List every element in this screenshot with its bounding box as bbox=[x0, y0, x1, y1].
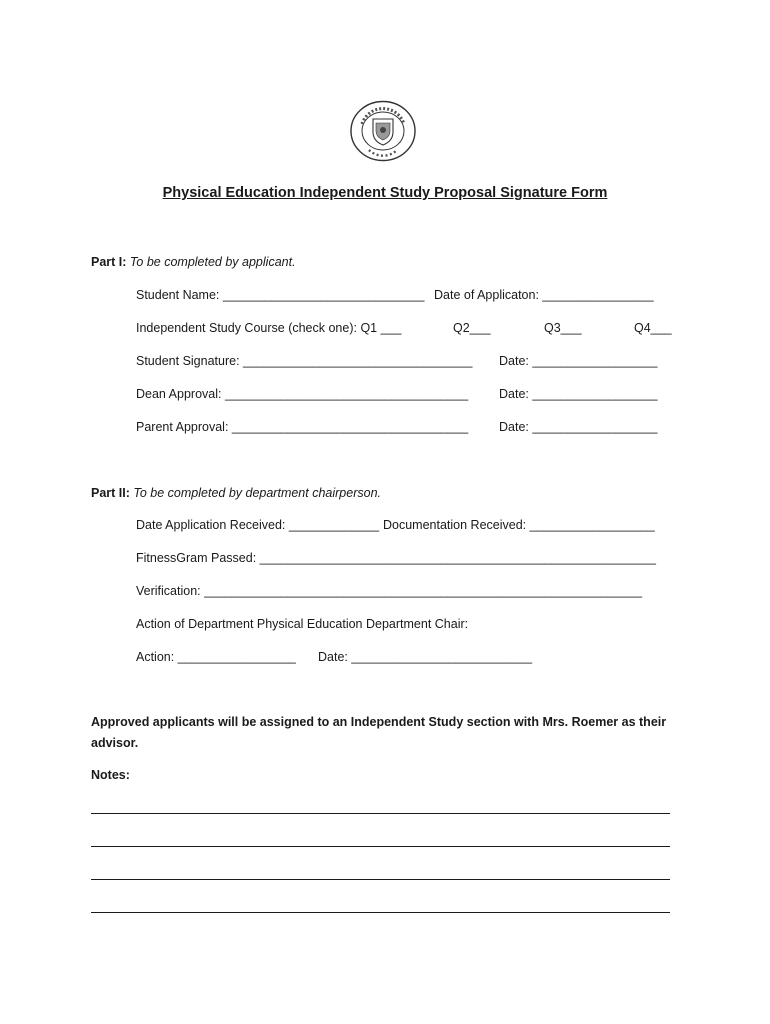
parent-approval-date-field[interactable]: Date: __________________ bbox=[499, 420, 658, 434]
notes-line[interactable] bbox=[91, 846, 670, 847]
notes-line[interactable] bbox=[91, 879, 670, 880]
part1-label: Part I: bbox=[91, 255, 127, 269]
part1-instruction: To be completed by applicant. bbox=[129, 255, 296, 269]
course-q4-field[interactable]: Q4___ bbox=[634, 321, 672, 335]
date-of-application-field[interactable]: Date of Applicaton: ________________ bbox=[434, 288, 654, 302]
approved-statement-line1: Approved applicants will be assigned to an Independent Study section with Mrs. Roemer as their bbox=[91, 715, 667, 729]
approved-statement-line2: advisor. bbox=[91, 736, 139, 750]
date-received-field[interactable]: Date Application Received: _____________ bbox=[136, 518, 380, 532]
student-signature-field[interactable]: Student Signature: _________________________________ bbox=[136, 354, 473, 368]
course-q1-field[interactable]: Independent Study Course (check one): Q1 ___ bbox=[136, 321, 402, 335]
verification-field[interactable]: Verification: _______________________________________________________________ bbox=[136, 584, 643, 598]
notes-label: Notes: bbox=[91, 768, 130, 782]
course-q3-field[interactable]: Q3___ bbox=[544, 321, 582, 335]
action-of-department-label: Action of Department Physical Education Department Chair: bbox=[136, 617, 469, 631]
student-signature-date-field[interactable]: Date: __________________ bbox=[499, 354, 658, 368]
school-seal-logo bbox=[349, 100, 417, 162]
action-date-field[interactable]: Date: __________________________ bbox=[318, 650, 533, 664]
part2-label: Part II: bbox=[91, 486, 130, 500]
course-q2-field[interactable]: Q2___ bbox=[453, 321, 491, 335]
page-title: Physical Education Independent Study Proposal Signature Form bbox=[162, 185, 608, 201]
part2-instruction: To be completed by department chairperson. bbox=[133, 486, 381, 500]
part1-heading bbox=[91, 254, 296, 270]
notes-line[interactable] bbox=[91, 813, 670, 814]
dean-approval-date-field[interactable]: Date: __________________ bbox=[499, 387, 658, 401]
notes-line[interactable] bbox=[91, 912, 670, 913]
fitnessgram-field[interactable]: FitnessGram Passed: _________________________________________________________ bbox=[136, 551, 656, 565]
dean-approval-field[interactable]: Dean Approval: ___________________________________ bbox=[136, 387, 469, 401]
action-field[interactable]: Action: _________________ bbox=[136, 650, 296, 664]
part2-heading bbox=[91, 485, 381, 501]
student-name-field[interactable]: Student Name: _____________________________ bbox=[136, 288, 425, 302]
documentation-received-field[interactable]: Documentation Received: __________________ bbox=[383, 518, 655, 532]
parent-approval-field[interactable]: Parent Approval: __________________________________ bbox=[136, 420, 469, 434]
